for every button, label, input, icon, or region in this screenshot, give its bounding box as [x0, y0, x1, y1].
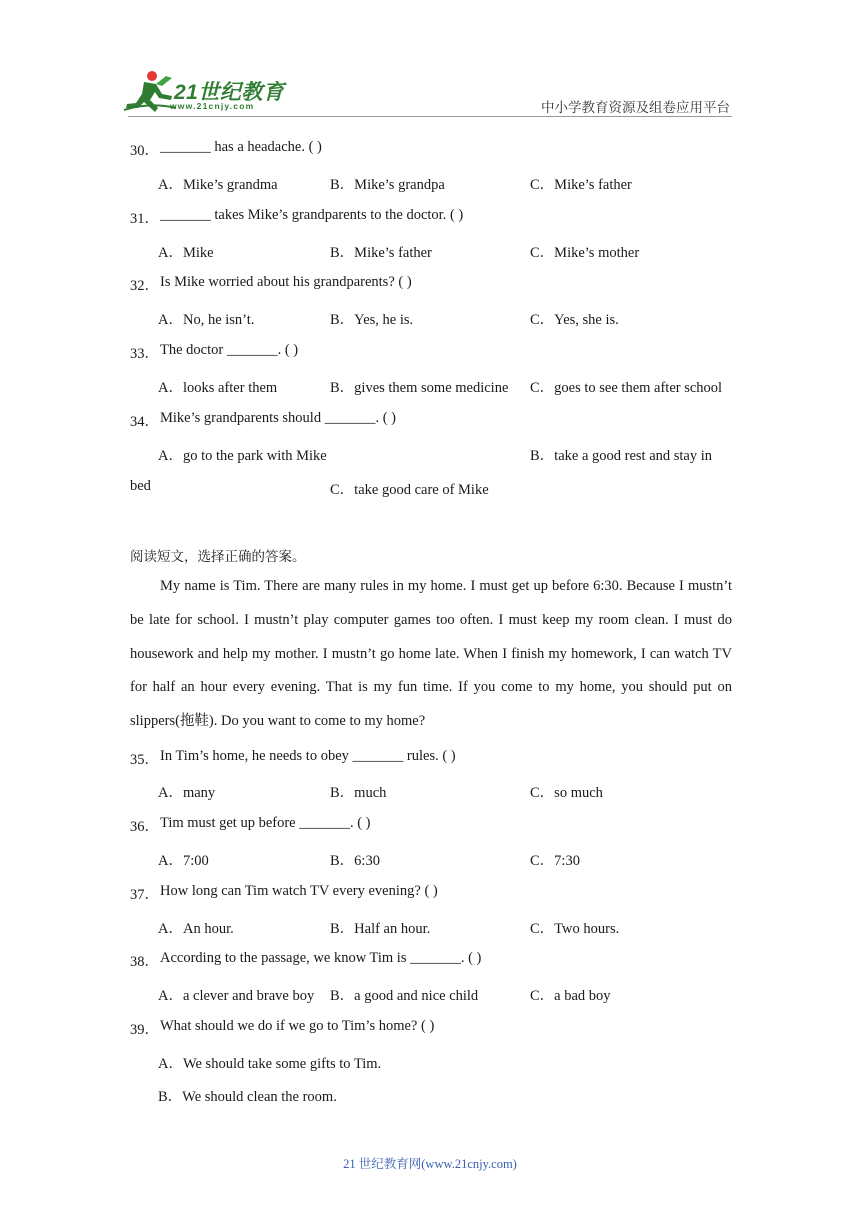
- option-c[interactable]: C．Yes, she is.: [530, 312, 619, 328]
- option-a[interactable]: A．An hour.: [158, 921, 234, 937]
- option-a[interactable]: A．7:00: [158, 853, 209, 869]
- option-c[interactable]: C．Mike’s mother: [530, 245, 640, 261]
- question-stem: What should we do if we go to Tim’s home? ( ): [160, 1018, 435, 1034]
- option-b[interactable]: B．a good and nice child: [330, 988, 479, 1004]
- page-header: [0, 0, 860, 130]
- option-b[interactable]: B．We should clean the room.: [158, 1089, 337, 1105]
- question-stem: How long can Tim watch TV every evening? ( ): [160, 883, 438, 899]
- question-stem: According to the passage, we know Tim is _______. ( ): [160, 950, 482, 966]
- option-a[interactable]: A．We should take some gifts to Tim.: [158, 1056, 382, 1072]
- question-stem: The doctor _______. ( ): [160, 342, 299, 358]
- option-b[interactable]: B．Half an hour.: [330, 921, 431, 937]
- logo: [122, 68, 292, 116]
- option-c[interactable]: C．goes to see them after school: [530, 380, 723, 396]
- option-b[interactable]: B．much: [330, 785, 387, 801]
- question-number: 37．: [130, 887, 159, 903]
- option-a[interactable]: A．go to the park with Mike: [158, 448, 327, 464]
- option-c[interactable]: C．a bad boy: [530, 988, 611, 1004]
- question-number: 34．: [130, 414, 159, 430]
- option-c[interactable]: C．so much: [530, 785, 603, 801]
- option-a[interactable]: A．Mike’s grandma: [158, 177, 278, 193]
- reading-passage: My name is Tim. There are many rules in my home. I must get up before 6:30. Because I mustn’t be late for school. I mustn’t play computer games too often. I must keep my room clean. I must do housework and help my mother. I mustn’t go home late. When I finish my homework, I can watch TV for half an hour every evening. That is my fun time. If you come to my home, you should put on slippers(拖鞋). Do you want to come to my home?: [130, 578, 732, 730]
- question-stem: In Tim’s home, he needs to obey _______ rules. ( ): [160, 748, 456, 764]
- question-number: 35．: [130, 752, 159, 768]
- option-b[interactable]: B．gives them some medicine: [330, 380, 509, 396]
- option-c[interactable]: C．Two hours.: [530, 921, 620, 937]
- option-a[interactable]: A．No, he isn’t.: [158, 312, 255, 328]
- question-number: 38．: [130, 954, 159, 970]
- question-stem: Tim must get up before _______. ( ): [160, 815, 371, 831]
- option-c[interactable]: C．7:30: [530, 853, 580, 869]
- question-stem: Is Mike worried about his grandparents? ( ): [160, 274, 412, 290]
- option-b[interactable]: B．Yes, he is.: [330, 312, 414, 328]
- question-stem: _______ has a headache. ( ): [160, 139, 322, 155]
- question-number: 36．: [130, 819, 159, 835]
- option-b-continued[interactable]: bed: [130, 478, 151, 494]
- question-number: 33．: [130, 346, 159, 362]
- header-divider: [128, 116, 732, 117]
- option-c[interactable]: C．Mike’s father: [530, 177, 632, 193]
- option-b[interactable]: B．6:30: [330, 853, 380, 869]
- option-b[interactable]: B．take a good rest and stay in: [530, 448, 713, 464]
- question-number: 39．: [130, 1022, 159, 1038]
- question-stem: _______ takes Mike’s grandparents to the doctor. ( ): [160, 207, 464, 223]
- question-number: 30．: [130, 143, 159, 159]
- option-a[interactable]: A．many: [158, 785, 216, 801]
- option-a[interactable]: A．Mike: [158, 245, 214, 261]
- page-footer: 21 世纪教育网(www.21cnjy.com): [343, 1157, 517, 1171]
- option-b[interactable]: B．Mike’s father: [330, 245, 432, 261]
- question-number: 31．: [130, 211, 159, 227]
- option-a[interactable]: A．looks after them: [158, 380, 278, 396]
- option-c[interactable]: C．take good care of Mike: [330, 482, 489, 498]
- logo-url: www.21cnjy.com: [170, 101, 255, 111]
- question-number: 32．: [130, 278, 159, 294]
- section-instruction: 阅读短文，选择正确的答案。: [130, 549, 306, 565]
- option-b[interactable]: B．Mike’s grandpa: [330, 177, 445, 193]
- option-a[interactable]: A．a clever and brave boy: [158, 988, 315, 1004]
- question-stem: Mike’s grandparents should _______. ( ): [160, 410, 396, 426]
- logo-text: 21世纪教育: [174, 81, 285, 104]
- header-platform-text: 中小学教育资源及组卷应用平台: [541, 100, 730, 116]
